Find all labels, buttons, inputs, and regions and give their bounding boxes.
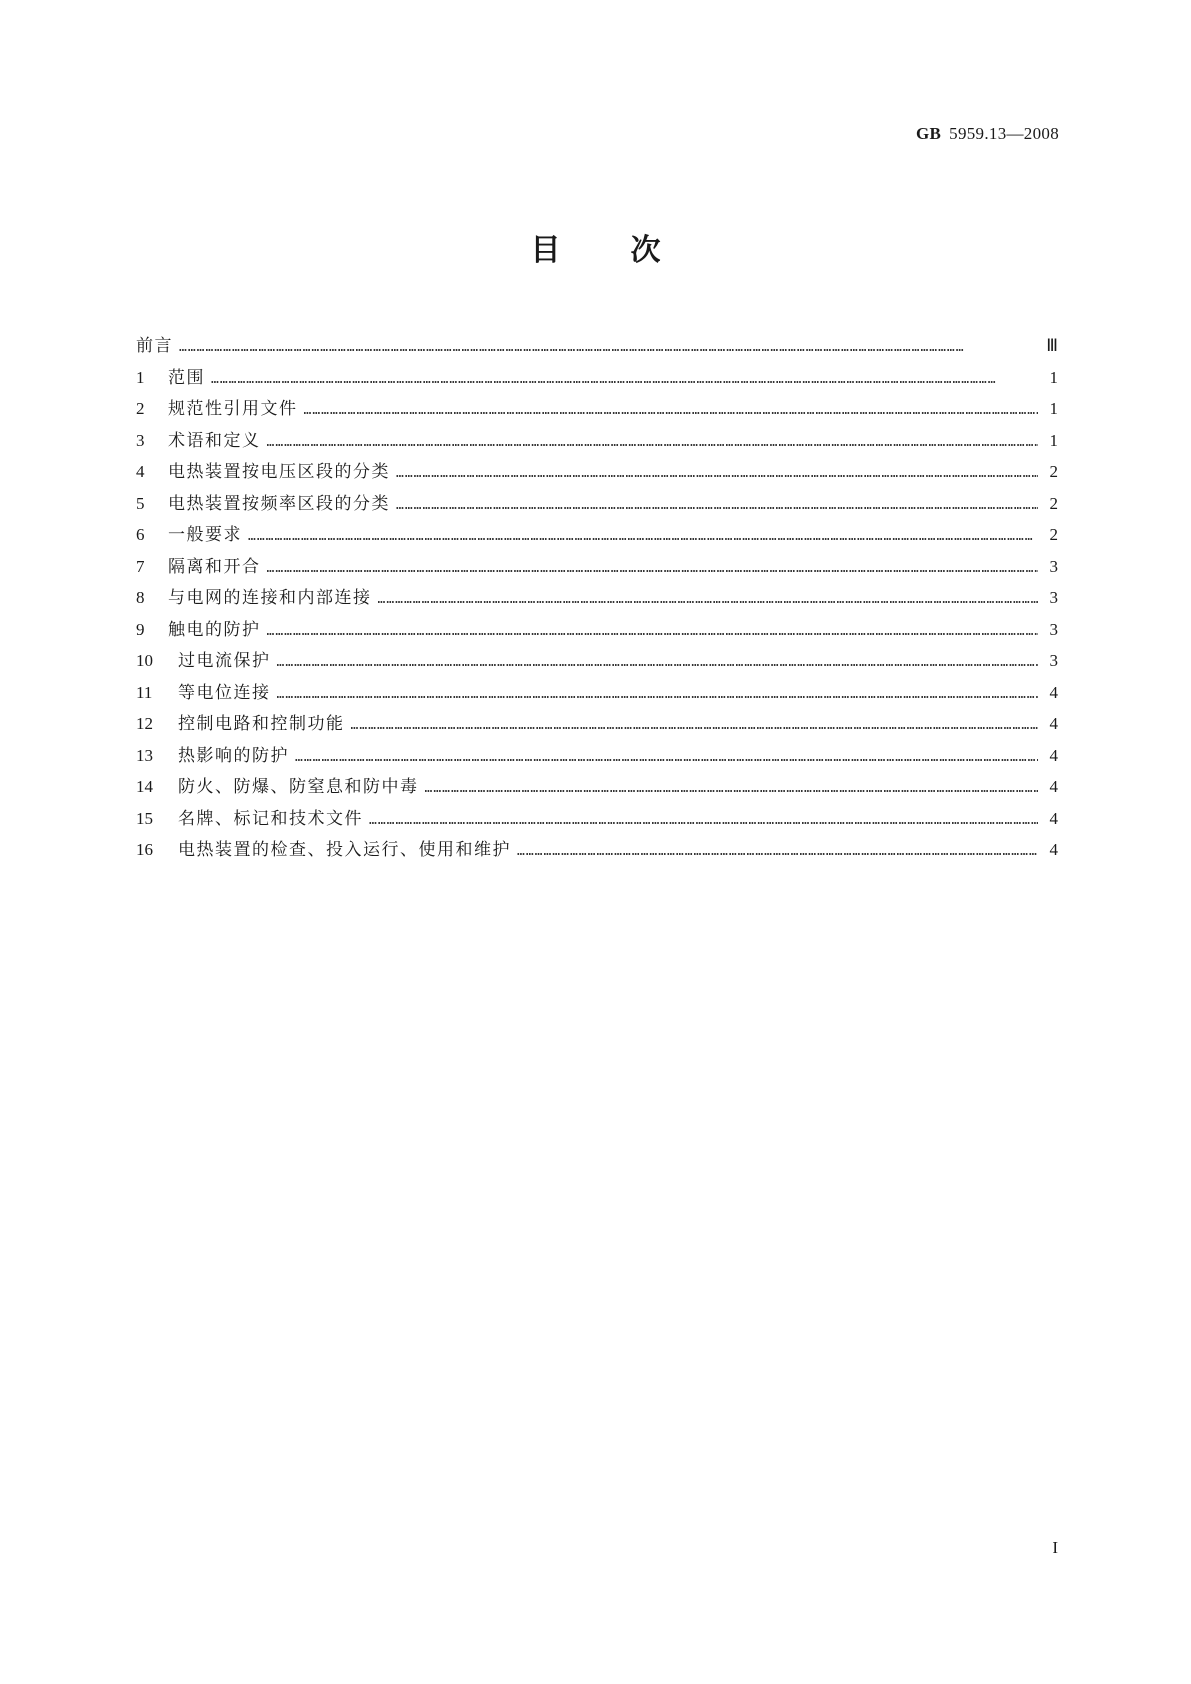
toc-entry-number: 10 bbox=[136, 651, 153, 670]
toc-entry-number: 14 bbox=[136, 777, 153, 796]
toc-dot-leader bbox=[396, 490, 1038, 520]
toc-entry-title: 名牌、标记和技术文件 bbox=[178, 808, 363, 829]
toc-dot-leader bbox=[277, 679, 1039, 709]
standard-code: 5959.13—2008 bbox=[949, 124, 1059, 143]
toc-entry[interactable] bbox=[136, 488, 1058, 520]
toc-entry-number: 13 bbox=[136, 745, 153, 765]
toc-entry-page: 2 bbox=[1049, 493, 1058, 513]
toc-entry[interactable] bbox=[136, 425, 1058, 457]
standard-prefix: GB bbox=[915, 124, 942, 143]
toc-dot-leader bbox=[211, 364, 1038, 394]
toc-entry-title: 控制电路和控制功能 bbox=[178, 714, 345, 734]
toc-dot-leader bbox=[295, 742, 1038, 772]
toc-entry-number: 1 bbox=[136, 367, 145, 387]
toc-entry-title: 规范性引用文件 bbox=[168, 399, 298, 419]
toc-entry-title: 与电网的连接和内部连接 bbox=[168, 588, 372, 608]
toc-entry-title: 触电的防护 bbox=[168, 619, 261, 640]
toc-entry-number: 3 bbox=[136, 430, 145, 450]
toc-dot-leader bbox=[425, 773, 1039, 803]
toc-dot-leader bbox=[378, 584, 1039, 614]
toc-entry-title: 术语和定义 bbox=[168, 430, 261, 451]
toc-entry-page: 3 bbox=[1049, 588, 1058, 607]
toc-entry[interactable] bbox=[136, 614, 1058, 646]
toc-entry-number: 7 bbox=[136, 556, 145, 576]
toc-entry-page: 1 bbox=[1049, 399, 1058, 418]
toc-entry-page: 3 bbox=[1049, 556, 1058, 576]
toc-entry[interactable] bbox=[136, 362, 1058, 394]
toc-entry[interactable] bbox=[136, 582, 1058, 614]
toc-entry-page: 4 bbox=[1049, 777, 1058, 796]
toc-entry-number: 6 bbox=[136, 525, 145, 544]
toc-entry-number: 16 bbox=[136, 840, 153, 859]
toc-entry[interactable] bbox=[136, 803, 1058, 835]
toc-entry-title: 电热装置按电压区段的分类 bbox=[168, 462, 390, 482]
toc-entry-page: 4 bbox=[1049, 682, 1058, 702]
toc-entry-page: 4 bbox=[1049, 745, 1058, 765]
toc-entry-page: 1 bbox=[1049, 430, 1058, 450]
toc-entry-title: 等电位连接 bbox=[178, 682, 271, 703]
toc-entry-page: 1 bbox=[1049, 367, 1058, 387]
toc-entry-page: 3 bbox=[1049, 619, 1058, 639]
toc-entry-page: 2 bbox=[1049, 525, 1058, 544]
toc-entry-title: 过电流保护 bbox=[178, 651, 271, 671]
toc-entry-title: 电热装置按频率区段的分类 bbox=[168, 493, 390, 514]
toc-entry-number: 15 bbox=[136, 808, 153, 828]
toc-dot-leader bbox=[248, 521, 1038, 551]
toc-entry-number: 12 bbox=[136, 714, 153, 733]
toc-entry-page: 3 bbox=[1049, 651, 1058, 670]
table-of-contents bbox=[136, 330, 1058, 866]
toc-entry-title: 防火、防爆、防窒息和防中毒 bbox=[178, 777, 419, 797]
toc-entry-number: 8 bbox=[136, 588, 145, 607]
toc-entry-number: 11 bbox=[136, 682, 153, 702]
toc-entry-number: 4 bbox=[136, 462, 145, 481]
toc-entry[interactable] bbox=[136, 645, 1058, 677]
page-title: 目次 bbox=[530, 233, 731, 268]
standard-number bbox=[916, 124, 1059, 144]
toc-entry[interactable] bbox=[136, 456, 1058, 488]
toc-dot-leader bbox=[517, 836, 1038, 866]
toc-dot-leader bbox=[277, 647, 1039, 677]
toc-entry-page: 4 bbox=[1049, 808, 1058, 828]
toc-dot-leader bbox=[267, 616, 1039, 646]
toc-entry-number: 2 bbox=[136, 399, 145, 418]
toc-entry-title: 一般要求 bbox=[168, 525, 242, 545]
toc-entry-page: 4 bbox=[1049, 714, 1058, 733]
toc-dot-leader bbox=[304, 395, 1039, 425]
toc-entry[interactable] bbox=[136, 771, 1058, 803]
toc-entry[interactable] bbox=[136, 834, 1058, 866]
toc-entry-number: 5 bbox=[136, 493, 145, 513]
toc-dot-leader bbox=[351, 710, 1039, 740]
page-number: I bbox=[1052, 1538, 1058, 1557]
toc-entry-title: 前言 bbox=[136, 336, 173, 356]
toc-entry-number: 9 bbox=[136, 619, 145, 639]
toc-entry[interactable] bbox=[136, 393, 1058, 425]
toc-dot-leader bbox=[267, 553, 1039, 583]
toc-entry[interactable] bbox=[136, 551, 1058, 583]
toc-entry[interactable] bbox=[136, 740, 1058, 772]
toc-entry-title: 范围 bbox=[168, 367, 205, 388]
toc-dot-leader bbox=[267, 427, 1039, 457]
toc-dot-leader bbox=[179, 332, 1038, 362]
toc-entry[interactable] bbox=[136, 708, 1058, 740]
toc-entry-page: 4 bbox=[1049, 840, 1058, 859]
toc-entry-title: 隔离和开合 bbox=[168, 556, 261, 577]
toc-entry[interactable] bbox=[136, 677, 1058, 709]
toc-dot-leader bbox=[369, 805, 1038, 835]
toc-entry[interactable] bbox=[136, 519, 1058, 551]
toc-entry-foreword[interactable] bbox=[136, 330, 1058, 362]
toc-entry-page: Ⅲ bbox=[1046, 336, 1058, 355]
toc-entry-title: 电热装置的检查、投入运行、使用和维护 bbox=[178, 840, 511, 860]
toc-dot-leader bbox=[396, 458, 1038, 488]
toc-entry-title: 热影响的防护 bbox=[178, 745, 289, 766]
toc-entry-page: 2 bbox=[1049, 462, 1058, 481]
